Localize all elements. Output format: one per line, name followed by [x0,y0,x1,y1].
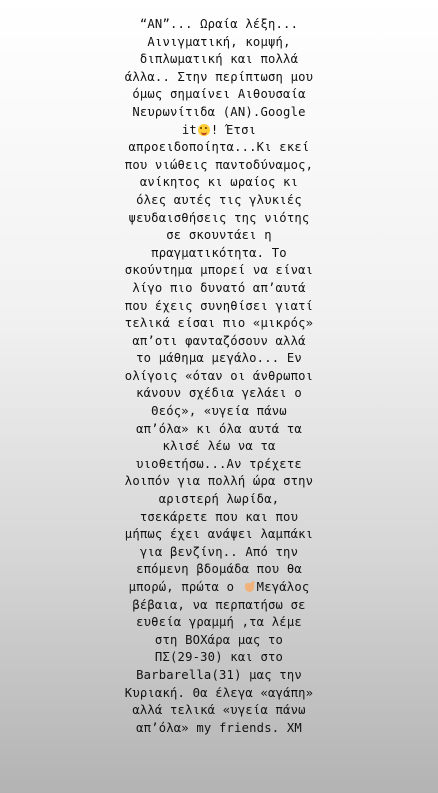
story-line: πραγματικότητα. Το [151,245,287,260]
story-line: απροειδοποίητα...Κι εκεί [128,140,310,155]
praying-hands-emoji-icon [244,581,255,593]
story-line: Αινιγματική, κομψή, [147,34,291,49]
story-line: το μάθημα μεγάλο... Εν [136,351,302,366]
story-line: που νιώθεις παντοδύναμος, [124,157,314,172]
story-line: απ’όλα» my friends. ΧΜ [136,720,302,735]
winking-tongue-emoji-icon [198,124,210,136]
story-line: διπλωματική και πολλά [139,52,299,67]
story-line: όλες αυτές τις γλυκιές [136,192,302,207]
story-line: λοιπόν για πολλή ώρα στην [124,474,314,489]
story-line: τελικά είσαι πιο «μικρός» [124,316,314,331]
story-line: για βενζίνη.. Από την [139,544,299,559]
story-line: λίγο πιο δυνατό απ’αυτά [132,280,306,295]
story-line: σε σκουντάει η [166,228,272,243]
story-line: ανίκητος κι ωραίος κι [139,175,299,190]
story-line: Barbarella(31) μας την [136,667,302,682]
story-line-part: μπορώ, πρώτα ο [128,580,235,594]
story-line: κάνουν σχέδια γελάει ο [136,386,302,401]
story-line: άλλα.. Στην περίπτωση μου [124,69,314,84]
story-line: ευθεία γραμμή ,τα λέμε [136,615,302,630]
story-line: κλισέ λέω να τα [162,439,276,454]
story-line: σκούντημα μπορεί να είναι [124,263,314,278]
story-line: Νευρωνίτιδα (ΑΝ).Google [132,104,306,119]
story-line: απ’οτι φανταζόσουν αλλά [132,333,306,348]
story-line: ολίγοις «όταν οι άνθρωποι [124,368,314,383]
story-line: αριστερή λωρίδα, [158,492,280,507]
story-line: Κυριακή. Θα έλεγα «αγάπη» [124,685,314,700]
story-line: βέβαια, να περπατήσω σε [132,597,306,612]
story-line: υιοθετήσω...Αν τρέχετε [136,456,302,471]
story-line-part: Μεγάλος [256,580,310,594]
story-line-part: it [181,122,197,137]
story-text [40,16,398,737]
story-line: απ’όλα» κι όλα αυτά τα [136,421,302,436]
story-line: “ΑΝ”... Ωραία λέξη... [139,17,299,31]
story-line: όμως σημαίνει Αιθουσαία [132,87,306,102]
story-line-part: ! Έτσι [210,122,257,137]
story-line: Θεός», «υγεία πάνω [151,404,287,419]
story-line: αλλά τελικά «υγεία πάνω [132,703,306,718]
story-line: ΠΣ(29-30) και στο [154,650,284,665]
story-line [40,122,398,140]
story-line: μήπως έχει ανάψει λαμπάκι [124,527,314,542]
story-line: τσεκάρετε που και που [139,509,299,524]
story-line [40,579,398,597]
story-line: που έχεις συνηθίσει γιατί [124,298,314,313]
story-line: ψευδαισθήσεις της νιότης [128,210,310,225]
story-line: επόμενη βδομάδα που θα [136,562,302,577]
story-line: στη ΒΟΧάρα μας το [154,632,284,647]
